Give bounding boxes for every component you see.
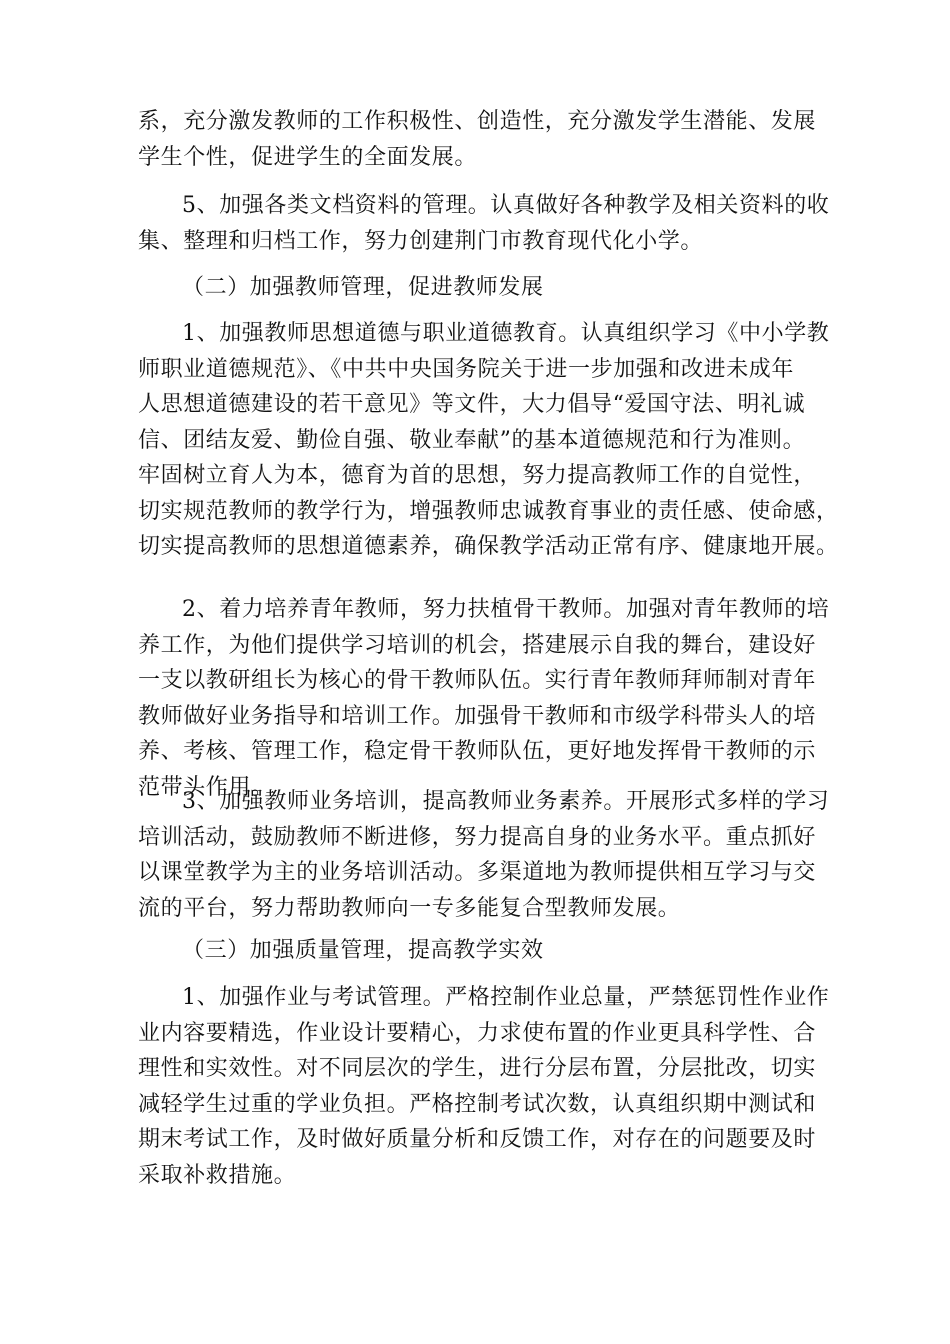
text-line: 流的平台，努力帮助教师向一专多能复合型教师发展。 (138, 895, 681, 921)
text-line: 5、加强各类文档资料的管理。认真做好各种教学及相关资料的收 (182, 193, 830, 218)
text-line: 1、加强教师思想道德与职业道德教育。认真组织学习《中小学教 (182, 321, 830, 346)
section-heading-3 (138, 933, 828, 969)
text-line: 学生个性，促进学生的全面发展。 (138, 144, 478, 170)
text-line: 教师做好业务指导和培训工作。加强骨干教师和市级学科带头人的培 (138, 703, 817, 729)
text-line: 一支以教研组长为核心的骨干教师队伍。实行青年教师拜师制对青年 (138, 668, 817, 693)
paragraph-continuation (138, 104, 828, 175)
text-line: 师职业道德规范》、《中共中央国务院关于进一步加强和改进未成年 (138, 356, 795, 382)
text-line: 牢固树立育人为本，德育为首的思想，努力提高教师工作的自觉性， (138, 463, 817, 488)
text-line: 采取补救措施。 (138, 1162, 297, 1188)
text-line: 范带头作用。 (138, 774, 274, 800)
text-line: 养、考核、管理工作，稳定骨干教师队伍，更好地发挥骨干教师的示 (138, 739, 817, 764)
text-line: 人思想道德建设的若干意见》等文件，大力倡导“爱国守法、明礼诚 (138, 392, 806, 417)
paragraph-homework-exams (138, 980, 828, 1193)
text-line: 集、整理和归档工作，努力创建荆门市教育现代化小学。 (138, 228, 704, 254)
text-line: 信、团结友爱、勤俭自强、敬业奉献”的基本道德规范和行为准则。 (138, 427, 806, 453)
text-line: 养工作，为他们提供学习培训的机会，搭建展示自我的舞台，建设好 (138, 632, 817, 658)
text-line: 切实规范教师的教学行为，增强教师忠诚教育事业的责任感、使命感， (138, 498, 839, 524)
text-line: 减轻学生过重的学业负担。严格控制考试次数，认真组织期中测试和 (138, 1091, 817, 1117)
text-line: 理性和实效性。对不同层次的学生，进行分层布置，分层批改，切实 (138, 1056, 817, 1081)
text-line: 切实提高教师的思想道德素养，确保教学活动正常有序、健康地开展。 (138, 534, 839, 559)
text-line: 2、着力培养青年教师，努力扶植骨干教师。加强对青年教师的培 (182, 597, 830, 622)
text-line: 期末考试工作，及时做好质量分析和反馈工作，对存在的问题要及时 (138, 1127, 817, 1152)
paragraph-teacher-ethics (138, 316, 839, 565)
section-heading-2 (138, 270, 828, 306)
text-line: 3、加强教师业务培训，提高教师业务素养。开展形式多样的学习 (182, 789, 830, 814)
heading-text: （二）加强教师管理，促进教师发展 (182, 275, 544, 300)
text-line: 1、加强作业与考试管理。严格控制作业总量，严禁惩罚性作业作 (182, 985, 830, 1010)
text-line: 以课堂教学为主的业务培训活动。多渠道地为教师提供相互学习与交 (138, 860, 817, 885)
paragraph-teacher-training (138, 784, 828, 926)
paragraph-item-5 (138, 188, 828, 259)
text-line: 培训活动，鼓励教师不断进修，努力提高自身的业务水平。重点抓好 (138, 824, 817, 850)
heading-text: （三）加强质量管理，提高教学实效 (182, 938, 544, 963)
text-line: 系，充分激发教师的工作积极性、创造性，充分激发学生潜能、发展 (138, 109, 817, 134)
text-line: 业内容要精选，作业设计要精心，力求使布置的作业更具科学性、合 (138, 1020, 817, 1046)
paragraph-young-teachers (138, 592, 828, 805)
